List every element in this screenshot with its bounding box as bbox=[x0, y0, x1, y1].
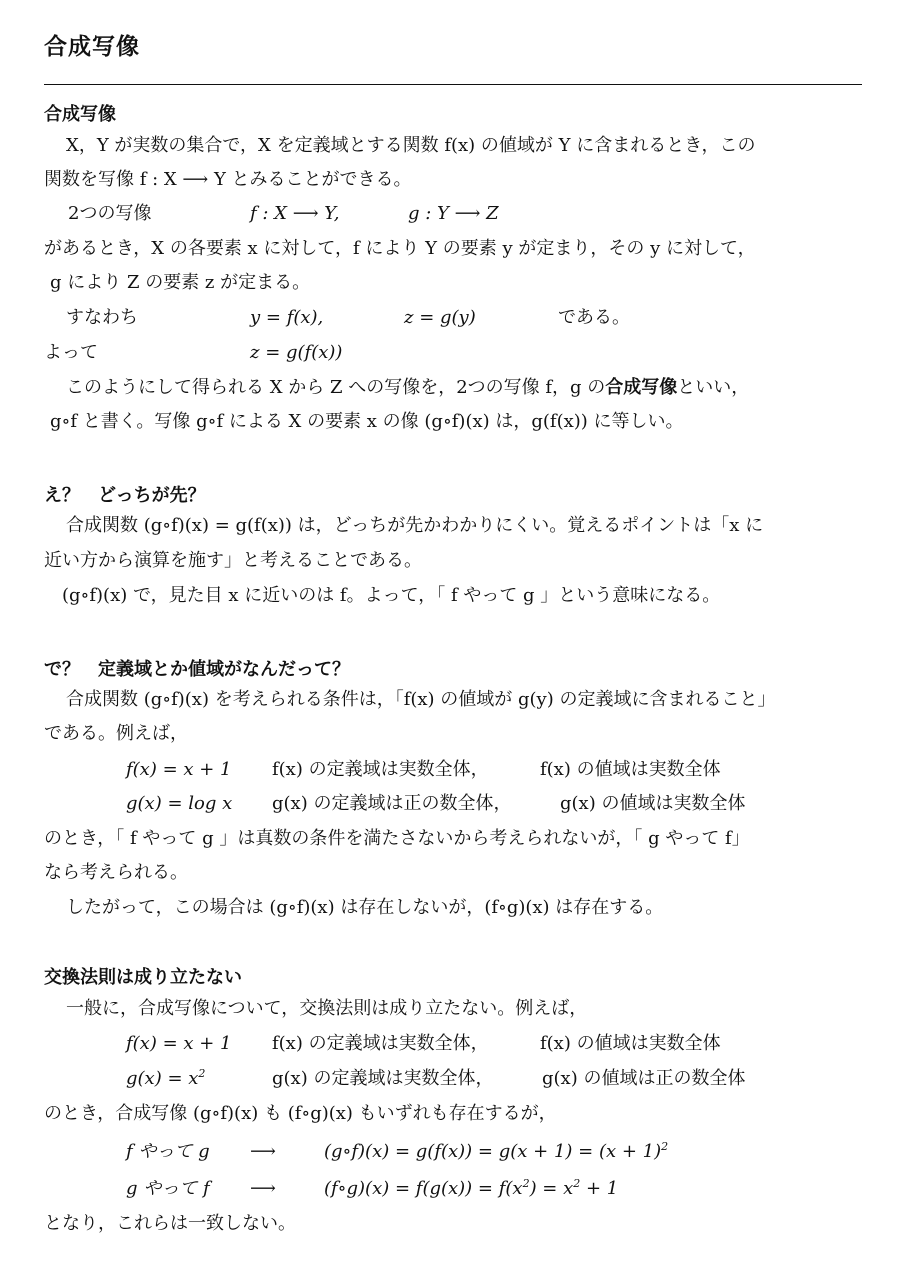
range-description: f(x) の値域は実数全体 bbox=[540, 1033, 721, 1054]
paragraph-line: (g∘f)(x) で，見た目 x に近いのは f。よって，「 f やって g 」という意味になる。 bbox=[62, 585, 721, 606]
paragraph-line: 2つの写像 bbox=[68, 203, 152, 224]
formula-mapping-g: g : Y ⟶ Z bbox=[408, 203, 499, 224]
domain-description: g(x) の定義域は正の数全体， bbox=[272, 793, 512, 814]
paragraph-line: 合成関数 (g∘f)(x) = g(f(x)) は，どっちが先かわかりにくい。覚えるポイントは「x に bbox=[66, 515, 764, 536]
formula-z: z = g(y) bbox=[404, 307, 476, 328]
paragraph-line: 合成関数 (g∘f)(x) を考えられる条件は，「f(x) の値域が g(y) の定義域に含まれること」 bbox=[66, 689, 776, 710]
range-description: f(x) の値域は実数全体 bbox=[540, 759, 721, 780]
section-heading-order: え？ どっちが先？ bbox=[44, 485, 206, 506]
label-g-then-f: g やって f bbox=[126, 1178, 210, 1199]
formula-g-definition: g(x) = log x bbox=[126, 793, 233, 814]
formula-f-definition: f(x) = x + 1 bbox=[126, 759, 232, 780]
section-heading-domain: で？ 定義域とか値域がなんだって？ bbox=[44, 659, 350, 680]
paragraph-line: である。 bbox=[558, 307, 630, 328]
paragraph-line: である。例えば， bbox=[44, 723, 188, 744]
formula-g-definition: $g(x) = x^2$ bbox=[126, 1067, 206, 1089]
arrow-icon: ⟶ bbox=[250, 1178, 276, 1199]
domain-description: g(x) の定義域は実数全体， bbox=[272, 1068, 494, 1089]
formula-mapping-f: f : X ⟶ Y, bbox=[250, 203, 340, 224]
formula-f-of-g: (f∘g)(x) = $f(g(x)) = f(x^2) = x^2 + 1$ bbox=[324, 1177, 619, 1199]
formula-composite: z = g(f(x)) bbox=[250, 342, 343, 363]
domain-description: f(x) の定義域は実数全体， bbox=[272, 1033, 489, 1054]
paragraph-line: g∘f と書く。写像 g∘f による X の要素 x の像 (g∘f)(x) は，g(f(x)) に等しい。 bbox=[50, 411, 684, 432]
range-description: g(x) の値域は正の数全体 bbox=[542, 1068, 746, 1089]
paragraph-line: があるとき，X の各要素 x に対して，f により Y の要素 y が定まり，その y に対して， bbox=[44, 238, 756, 259]
section-heading-composition: 合成写像 bbox=[44, 104, 116, 125]
range-description: g(x) の値域は実数全体 bbox=[560, 793, 746, 814]
label-f-then-g: f やって g bbox=[126, 1141, 210, 1162]
paragraph-line: g により Z の要素 z が定まる。 bbox=[50, 272, 311, 293]
paragraph-line: よって bbox=[44, 342, 98, 363]
paragraph-line: したがって，この場合は (g∘f)(x) は存在しないが，(f∘g)(x) は存在する。 bbox=[66, 897, 664, 918]
paragraph-line: となり，これらは一致しない。 bbox=[44, 1213, 296, 1234]
paragraph-line: 関数を写像 f : X ⟶ Y とみることができる。 bbox=[44, 169, 412, 190]
page-title: 合成写像 bbox=[44, 34, 140, 60]
paragraph-line: なら考えられる。 bbox=[44, 862, 188, 883]
formula-y: y = f(x), bbox=[250, 307, 324, 328]
paragraph-line: のとき，「 f やって g 」は真数の条件を満たさないから考えられないが，「 g やって f」 bbox=[44, 828, 750, 849]
paragraph-line: X，Y が実数の集合で，X を定義域とする関数 f(x) の値域が Y に含まれるとき，この bbox=[66, 135, 756, 156]
title-divider bbox=[44, 84, 862, 85]
paragraph-line: 近い方から演算を施す」と考えることである。 bbox=[44, 550, 422, 571]
formula-g-of-f: (g∘f)(x) = $g(f(x)) = g(x + 1) = (x + 1)^2$ bbox=[324, 1140, 669, 1162]
arrow-icon: ⟶ bbox=[250, 1141, 276, 1162]
bold-term: 合成写像 bbox=[605, 377, 678, 398]
formula-f-definition: f(x) = x + 1 bbox=[126, 1033, 232, 1054]
domain-description: f(x) の定義域は実数全体， bbox=[272, 759, 489, 780]
paragraph-line: このようにして得られる X から Z への写像を，2つの写像 f，g の合成写像といい， bbox=[66, 377, 750, 398]
paragraph-line: すなわち bbox=[66, 307, 138, 328]
section-heading-commutative: 交換法則は成り立たない bbox=[44, 967, 242, 988]
paragraph-line: 一般に，合成写像について，交換法則は成り立たない。例えば， bbox=[66, 998, 588, 1019]
paragraph-line: のとき，合成写像 (g∘f)(x) も (f∘g)(x) もいずれも存在するが， bbox=[44, 1103, 557, 1124]
